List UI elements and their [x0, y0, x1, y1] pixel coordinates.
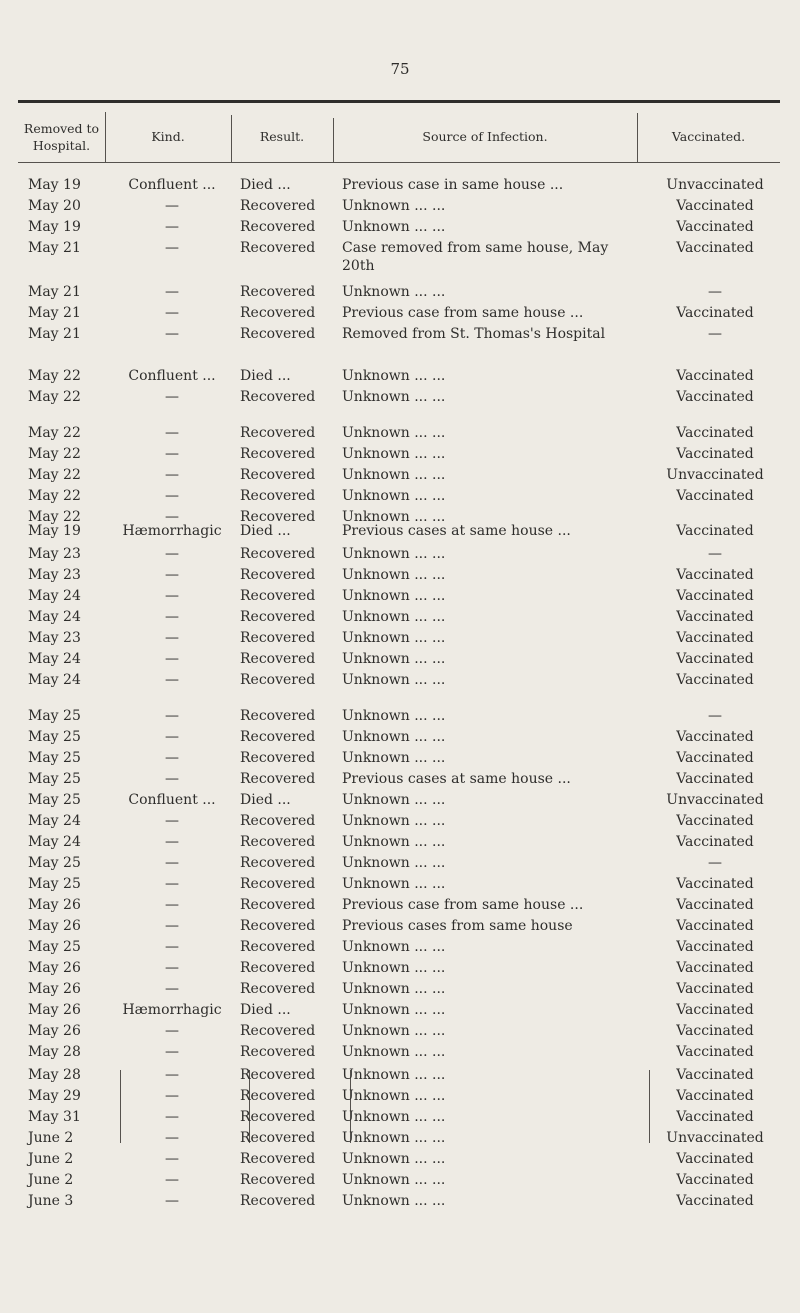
kind-cell: — [165, 198, 179, 214]
result-cell: Recovered [240, 588, 316, 604]
source-cell: Unknown ... ... [342, 708, 446, 724]
table-row [0, 1022, 800, 1043]
vaccinated-cell: — [708, 284, 722, 300]
vaccinated-cell: Vaccinated [676, 1109, 754, 1125]
kind-cell: — [165, 567, 179, 583]
vaccinated-cell: Vaccinated [676, 1088, 754, 1104]
source-cell: Unknown ... ... [342, 672, 446, 688]
table-row [0, 959, 800, 980]
vaccinated-cell: Vaccinated [676, 651, 754, 667]
page-number: 75 [390, 60, 410, 78]
source-cell: Unknown ... ... [342, 834, 446, 850]
table-row [0, 770, 800, 791]
result-cell: Died ... [240, 177, 291, 193]
header-vaccinated: Vaccinated. [671, 129, 746, 144]
date-cell: May 25 [28, 876, 81, 892]
table-row [0, 388, 800, 409]
date-cell: June 2 [28, 1151, 74, 1167]
source-cell: Unknown ... ... [342, 1130, 446, 1146]
result-cell: Recovered [240, 488, 316, 504]
result-cell: Recovered [240, 630, 316, 646]
source-cell: Unknown ... ... [342, 284, 446, 300]
source-cell: Unknown ... ... [342, 729, 446, 745]
kind-cell: — [165, 918, 179, 934]
date-cell: June 2 [28, 1172, 74, 1188]
vaccinated-cell: — [708, 855, 722, 871]
result-cell: Recovered [240, 240, 316, 256]
table-row [0, 466, 800, 487]
vaccinated-cell: Vaccinated [676, 750, 754, 766]
date-cell: May 23 [28, 567, 81, 583]
source-cell: Case removed from same house, May 20th [342, 240, 609, 274]
kind-cell: — [165, 897, 179, 913]
table-row [0, 1043, 800, 1064]
result-cell: Recovered [240, 960, 316, 976]
source-cell: Previous cases at same house ... [342, 771, 571, 787]
date-cell: May 26 [28, 918, 81, 934]
source-cell: Unknown ... ... [342, 651, 446, 667]
vaccinated-cell: — [708, 546, 722, 562]
vaccinated-cell: Vaccinated [676, 609, 754, 625]
column-divider [333, 118, 334, 162]
table-row [0, 1171, 800, 1192]
source-cell: Unknown ... ... [342, 368, 446, 384]
kind-cell: Hæmorrhagic [122, 523, 222, 539]
result-cell: Recovered [240, 939, 316, 955]
vaccinated-cell: Vaccinated [676, 425, 754, 441]
vaccinated-cell: Vaccinated [676, 488, 754, 504]
table-row [0, 197, 800, 218]
result-cell: Recovered [240, 1088, 316, 1104]
date-cell: May 28 [28, 1067, 81, 1083]
result-cell: Recovered [240, 425, 316, 441]
kind-cell: — [165, 1193, 179, 1209]
table-row [0, 522, 800, 543]
table-row [0, 896, 800, 917]
source-cell: Unknown ... ... [342, 1044, 446, 1060]
date-cell: May 25 [28, 939, 81, 955]
table-row [0, 875, 800, 896]
date-cell: May 23 [28, 546, 81, 562]
vaccinated-cell: Vaccinated [676, 729, 754, 745]
table-row [0, 545, 800, 566]
kind-cell: Confluent ... [128, 368, 216, 384]
result-cell: Recovered [240, 897, 316, 913]
date-cell: May 19 [28, 523, 81, 539]
source-cell: Unknown ... ... [342, 219, 446, 235]
date-cell: May 25 [28, 708, 81, 724]
table-row [0, 304, 800, 325]
result-cell: Died ... [240, 368, 291, 384]
source-cell: Previous cases at same house ... [342, 523, 571, 539]
vaccinated-cell: Vaccinated [676, 446, 754, 462]
date-cell: May 26 [28, 960, 81, 976]
date-cell: May 21 [28, 284, 81, 300]
source-cell: Unknown ... ... [342, 198, 446, 214]
table-row [0, 980, 800, 1001]
vaccinated-cell: Vaccinated [676, 630, 754, 646]
source-cell: Unknown ... ... [342, 389, 446, 405]
vaccinated-cell: Vaccinated [676, 1044, 754, 1060]
header-rule [18, 162, 780, 163]
kind-cell: — [165, 425, 179, 441]
date-cell: May 19 [28, 177, 81, 193]
result-cell: Recovered [240, 981, 316, 997]
result-cell: Recovered [240, 219, 316, 235]
date-cell: May 21 [28, 326, 81, 342]
header-source: Source of Infection. [422, 129, 548, 144]
source-cell: Unknown ... ... [342, 488, 446, 504]
table-row [0, 854, 800, 875]
kind-cell: — [165, 630, 179, 646]
vaccinated-cell: Vaccinated [676, 219, 754, 235]
vaccinated-cell: Vaccinated [676, 588, 754, 604]
vaccinated-cell: — [708, 708, 722, 724]
vaccinated-cell: Vaccinated [676, 240, 754, 256]
date-cell: June 2 [28, 1130, 74, 1146]
date-cell: May 26 [28, 1002, 81, 1018]
table-row [0, 707, 800, 728]
source-cell: Unknown ... ... [342, 1002, 446, 1018]
column-divider [231, 115, 232, 162]
vaccinated-cell: Vaccinated [676, 1002, 754, 1018]
table-row [0, 1108, 800, 1129]
vaccinated-cell: Vaccinated [676, 960, 754, 976]
source-cell: Previous case from same house ... [342, 305, 584, 321]
source-cell: Unknown ... ... [342, 446, 446, 462]
date-cell: May 26 [28, 981, 81, 997]
vaccinated-cell: Vaccinated [676, 198, 754, 214]
table-row [0, 812, 800, 833]
column-divider [637, 113, 638, 162]
kind-cell: — [165, 1151, 179, 1167]
source-cell: Unknown ... ... [342, 1193, 446, 1209]
kind-cell: — [165, 446, 179, 462]
source-cell: Unknown ... ... [342, 509, 446, 525]
table-row [0, 325, 800, 365]
result-cell: Recovered [240, 1151, 316, 1167]
result-cell: Recovered [240, 546, 316, 562]
table-row [0, 1001, 800, 1022]
kind-cell: — [165, 1130, 179, 1146]
kind-cell: — [165, 1172, 179, 1188]
vaccinated-cell: Vaccinated [676, 1193, 754, 1209]
result-cell: Recovered [240, 467, 316, 483]
table-row [0, 791, 800, 812]
kind-cell: — [165, 488, 179, 504]
date-cell: May 28 [28, 1044, 81, 1060]
result-cell: Recovered [240, 1067, 316, 1083]
column-divider [105, 112, 106, 162]
vaccinated-cell: Vaccinated [676, 981, 754, 997]
table-row [0, 445, 800, 466]
source-cell: Unknown ... ... [342, 588, 446, 604]
source-cell: Unknown ... ... [342, 1151, 446, 1167]
vaccinated-cell: Vaccinated [676, 813, 754, 829]
vaccinated-cell: Vaccinated [676, 672, 754, 688]
vaccinated-cell: Vaccinated [676, 876, 754, 892]
source-cell: Unknown ... ... [342, 750, 446, 766]
kind-cell: Confluent ... [128, 177, 216, 193]
result-cell: Recovered [240, 305, 316, 321]
kind-cell: — [165, 855, 179, 871]
vaccinated-cell: Vaccinated [676, 1067, 754, 1083]
table-row [0, 650, 800, 671]
result-cell: Recovered [240, 509, 316, 525]
date-cell: May 31 [28, 1109, 81, 1125]
table-row [0, 239, 800, 279]
vaccinated-cell: Unvaccinated [666, 1130, 764, 1146]
result-cell: Recovered [240, 876, 316, 892]
result-cell: Recovered [240, 1172, 316, 1188]
source-cell: Unknown ... ... [342, 939, 446, 955]
vaccinated-cell: Vaccinated [676, 523, 754, 539]
date-cell: May 23 [28, 630, 81, 646]
source-cell: Unknown ... ... [342, 1023, 446, 1039]
source-cell: Unknown ... ... [342, 813, 446, 829]
source-cell: Unknown ... ... [342, 1067, 446, 1083]
date-cell: May 26 [28, 897, 81, 913]
vaccinated-cell: — [708, 326, 722, 342]
result-cell: Recovered [240, 1044, 316, 1060]
date-cell: May 25 [28, 855, 81, 871]
kind-cell: — [165, 588, 179, 604]
result-cell: Died ... [240, 792, 291, 808]
header-removed: Removed to Hospital. [23, 121, 100, 153]
date-cell: May 24 [28, 834, 81, 850]
result-cell: Recovered [240, 1130, 316, 1146]
table-row [0, 1129, 800, 1150]
date-cell: May 24 [28, 813, 81, 829]
table-row [0, 218, 800, 239]
kind-cell: — [165, 960, 179, 976]
table-row [0, 1192, 800, 1213]
date-cell: May 25 [28, 750, 81, 766]
top-rule [18, 100, 780, 103]
kind-cell: — [165, 813, 179, 829]
result-cell: Recovered [240, 284, 316, 300]
table-row [0, 629, 800, 650]
result-cell: Recovered [240, 771, 316, 787]
source-cell: Unknown ... ... [342, 567, 446, 583]
table-row [0, 749, 800, 770]
table-row [0, 424, 800, 445]
table-row [0, 938, 800, 959]
kind-cell: — [165, 834, 179, 850]
source-cell: Unknown ... ... [342, 960, 446, 976]
kind-cell: — [165, 729, 179, 745]
vaccinated-cell: Vaccinated [676, 1151, 754, 1167]
date-cell: May 20 [28, 198, 81, 214]
result-cell: Died ... [240, 1002, 291, 1018]
source-cell: Unknown ... ... [342, 1088, 446, 1104]
vaccinated-cell: Vaccinated [676, 897, 754, 913]
table-row [0, 917, 800, 938]
source-cell: Unknown ... ... [342, 855, 446, 871]
result-cell: Recovered [240, 813, 316, 829]
date-cell: May 25 [28, 771, 81, 787]
table-row [0, 671, 800, 692]
kind-cell: — [165, 672, 179, 688]
source-cell: Unknown ... ... [342, 792, 446, 808]
vaccinated-cell: Vaccinated [676, 1172, 754, 1188]
vaccinated-cell: Unvaccinated [666, 792, 764, 808]
table-row [0, 283, 800, 304]
vaccinated-cell: Unvaccinated [666, 467, 764, 483]
result-cell: Recovered [240, 1193, 316, 1209]
date-cell: May 29 [28, 1088, 81, 1104]
result-cell: Recovered [240, 567, 316, 583]
result-cell: Recovered [240, 198, 316, 214]
date-cell: May 26 [28, 1023, 81, 1039]
date-cell: May 22 [28, 467, 81, 483]
header-kind: Kind. [151, 129, 185, 144]
kind-cell: — [165, 750, 179, 766]
kind-cell: — [165, 305, 179, 321]
result-cell: Died ... [240, 523, 291, 539]
result-cell: Recovered [240, 446, 316, 462]
date-cell: May 24 [28, 609, 81, 625]
result-cell: Recovered [240, 651, 316, 667]
result-cell: Recovered [240, 708, 316, 724]
date-cell: May 21 [28, 305, 81, 321]
kind-cell: — [165, 1109, 179, 1125]
vaccinated-cell: Vaccinated [676, 389, 754, 405]
date-cell: May 19 [28, 219, 81, 235]
source-cell: Unknown ... ... [342, 1109, 446, 1125]
source-cell: Removed from St. Thomas's Hospital [342, 326, 606, 342]
date-cell: May 25 [28, 792, 81, 808]
kind-cell: — [165, 546, 179, 562]
kind-cell: — [165, 771, 179, 787]
vaccinated-cell: Vaccinated [676, 1023, 754, 1039]
vaccinated-cell: Vaccinated [676, 918, 754, 934]
result-cell: Recovered [240, 389, 316, 405]
kind-cell: — [165, 240, 179, 256]
kind-cell: Confluent ... [128, 792, 216, 808]
result-cell: Recovered [240, 750, 316, 766]
result-cell: Recovered [240, 672, 316, 688]
result-cell: Recovered [240, 729, 316, 745]
date-cell: May 24 [28, 672, 81, 688]
vaccinated-cell: Vaccinated [676, 771, 754, 787]
table-row [0, 1087, 800, 1108]
date-cell: May 24 [28, 588, 81, 604]
result-cell: Recovered [240, 918, 316, 934]
date-cell: May 22 [28, 425, 81, 441]
vaccinated-cell: Vaccinated [676, 368, 754, 384]
date-cell: May 22 [28, 368, 81, 384]
source-cell: Previous cases from same house [342, 918, 573, 934]
kind-cell: — [165, 708, 179, 724]
date-cell: May 22 [28, 446, 81, 462]
table-row [0, 176, 800, 197]
result-cell: Recovered [240, 326, 316, 342]
kind-cell: — [165, 651, 179, 667]
source-cell: Previous case from same house ... [342, 897, 584, 913]
result-cell: Recovered [240, 1109, 316, 1125]
kind-cell: — [165, 1044, 179, 1060]
kind-cell: Hæmorrhagic [122, 1002, 222, 1018]
result-cell: Recovered [240, 1023, 316, 1039]
result-cell: Recovered [240, 855, 316, 871]
kind-cell: — [165, 1088, 179, 1104]
kind-cell: — [165, 1023, 179, 1039]
kind-cell: — [165, 981, 179, 997]
kind-cell: — [165, 609, 179, 625]
date-cell: May 22 [28, 488, 81, 504]
source-cell: Unknown ... ... [342, 876, 446, 892]
vaccinated-cell: Vaccinated [676, 305, 754, 321]
source-cell: Unknown ... ... [342, 467, 446, 483]
date-cell: May 21 [28, 240, 81, 256]
table-row [0, 587, 800, 608]
date-cell: May 24 [28, 651, 81, 667]
date-cell: June 3 [28, 1193, 74, 1209]
table-row [0, 487, 800, 508]
kind-cell: — [165, 284, 179, 300]
kind-cell: — [165, 326, 179, 342]
source-cell: Unknown ... ... [342, 546, 446, 562]
source-cell: Unknown ... ... [342, 425, 446, 441]
vaccinated-cell: Unvaccinated [666, 177, 764, 193]
source-cell: Unknown ... ... [342, 630, 446, 646]
date-cell: May 22 [28, 389, 81, 405]
table-row [0, 367, 800, 388]
table-row [0, 833, 800, 854]
source-cell: Unknown ... ... [342, 1172, 446, 1188]
result-cell: Recovered [240, 834, 316, 850]
source-cell: Unknown ... ... [342, 609, 446, 625]
source-cell: Previous case in same house ... [342, 177, 564, 193]
kind-cell: — [165, 467, 179, 483]
table-row [0, 566, 800, 587]
result-cell: Recovered [240, 609, 316, 625]
header-result: Result. [259, 129, 305, 144]
kind-cell: — [165, 939, 179, 955]
source-cell: Unknown ... ... [342, 981, 446, 997]
vaccinated-cell: Vaccinated [676, 567, 754, 583]
table-row [0, 1066, 800, 1087]
kind-cell: — [165, 509, 179, 525]
date-cell: May 22 [28, 509, 81, 525]
kind-cell: — [165, 219, 179, 235]
kind-cell: — [165, 389, 179, 405]
table-row [0, 1150, 800, 1171]
kind-cell: — [165, 876, 179, 892]
table-row [0, 608, 800, 629]
table-row [0, 728, 800, 749]
vaccinated-cell: Vaccinated [676, 834, 754, 850]
vaccinated-cell: Vaccinated [676, 939, 754, 955]
kind-cell: — [165, 1067, 179, 1083]
date-cell: May 25 [28, 729, 81, 745]
